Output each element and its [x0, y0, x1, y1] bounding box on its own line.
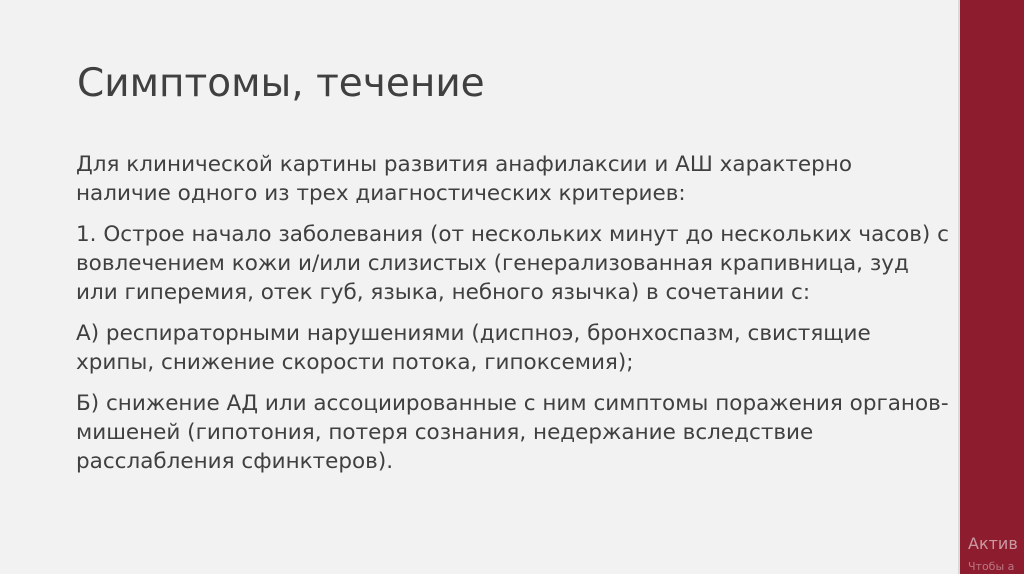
slide-title: Симптомы, течение — [77, 61, 485, 106]
paragraph-criterion-b: Б) снижение АД или ассоциированные с ним симптомы поражения органов-мишеней (гипотония, потеря сознания, недержание вследствие расслабления сфинктеров). — [76, 391, 949, 474]
activation-watermark-subtext: Чтобы а — [968, 560, 1015, 573]
slide-body — [76, 150, 951, 488]
paragraph-criterion-1: 1. Острое начало заболевания (от нескольких минут до нескольких часов) с вовлечением кожи и/или слизистых (генерализованная крапивница, зуд или гиперемия, отек губ, языка, небного язычка) в сочетании с: — [76, 222, 949, 305]
paragraph-intro: Для клинической картины развития анафилаксии и АШ характерно наличие одного из трех диагностических критериев: — [76, 152, 852, 206]
activation-watermark: Актив — [968, 534, 1018, 553]
paragraph-criterion-a: А) респираторными нарушениями (диспноэ, бронхоспазм, свистящие хрипы, снижение скорости потока, гипоксемия); — [76, 321, 871, 375]
accent-bar — [960, 0, 1024, 574]
